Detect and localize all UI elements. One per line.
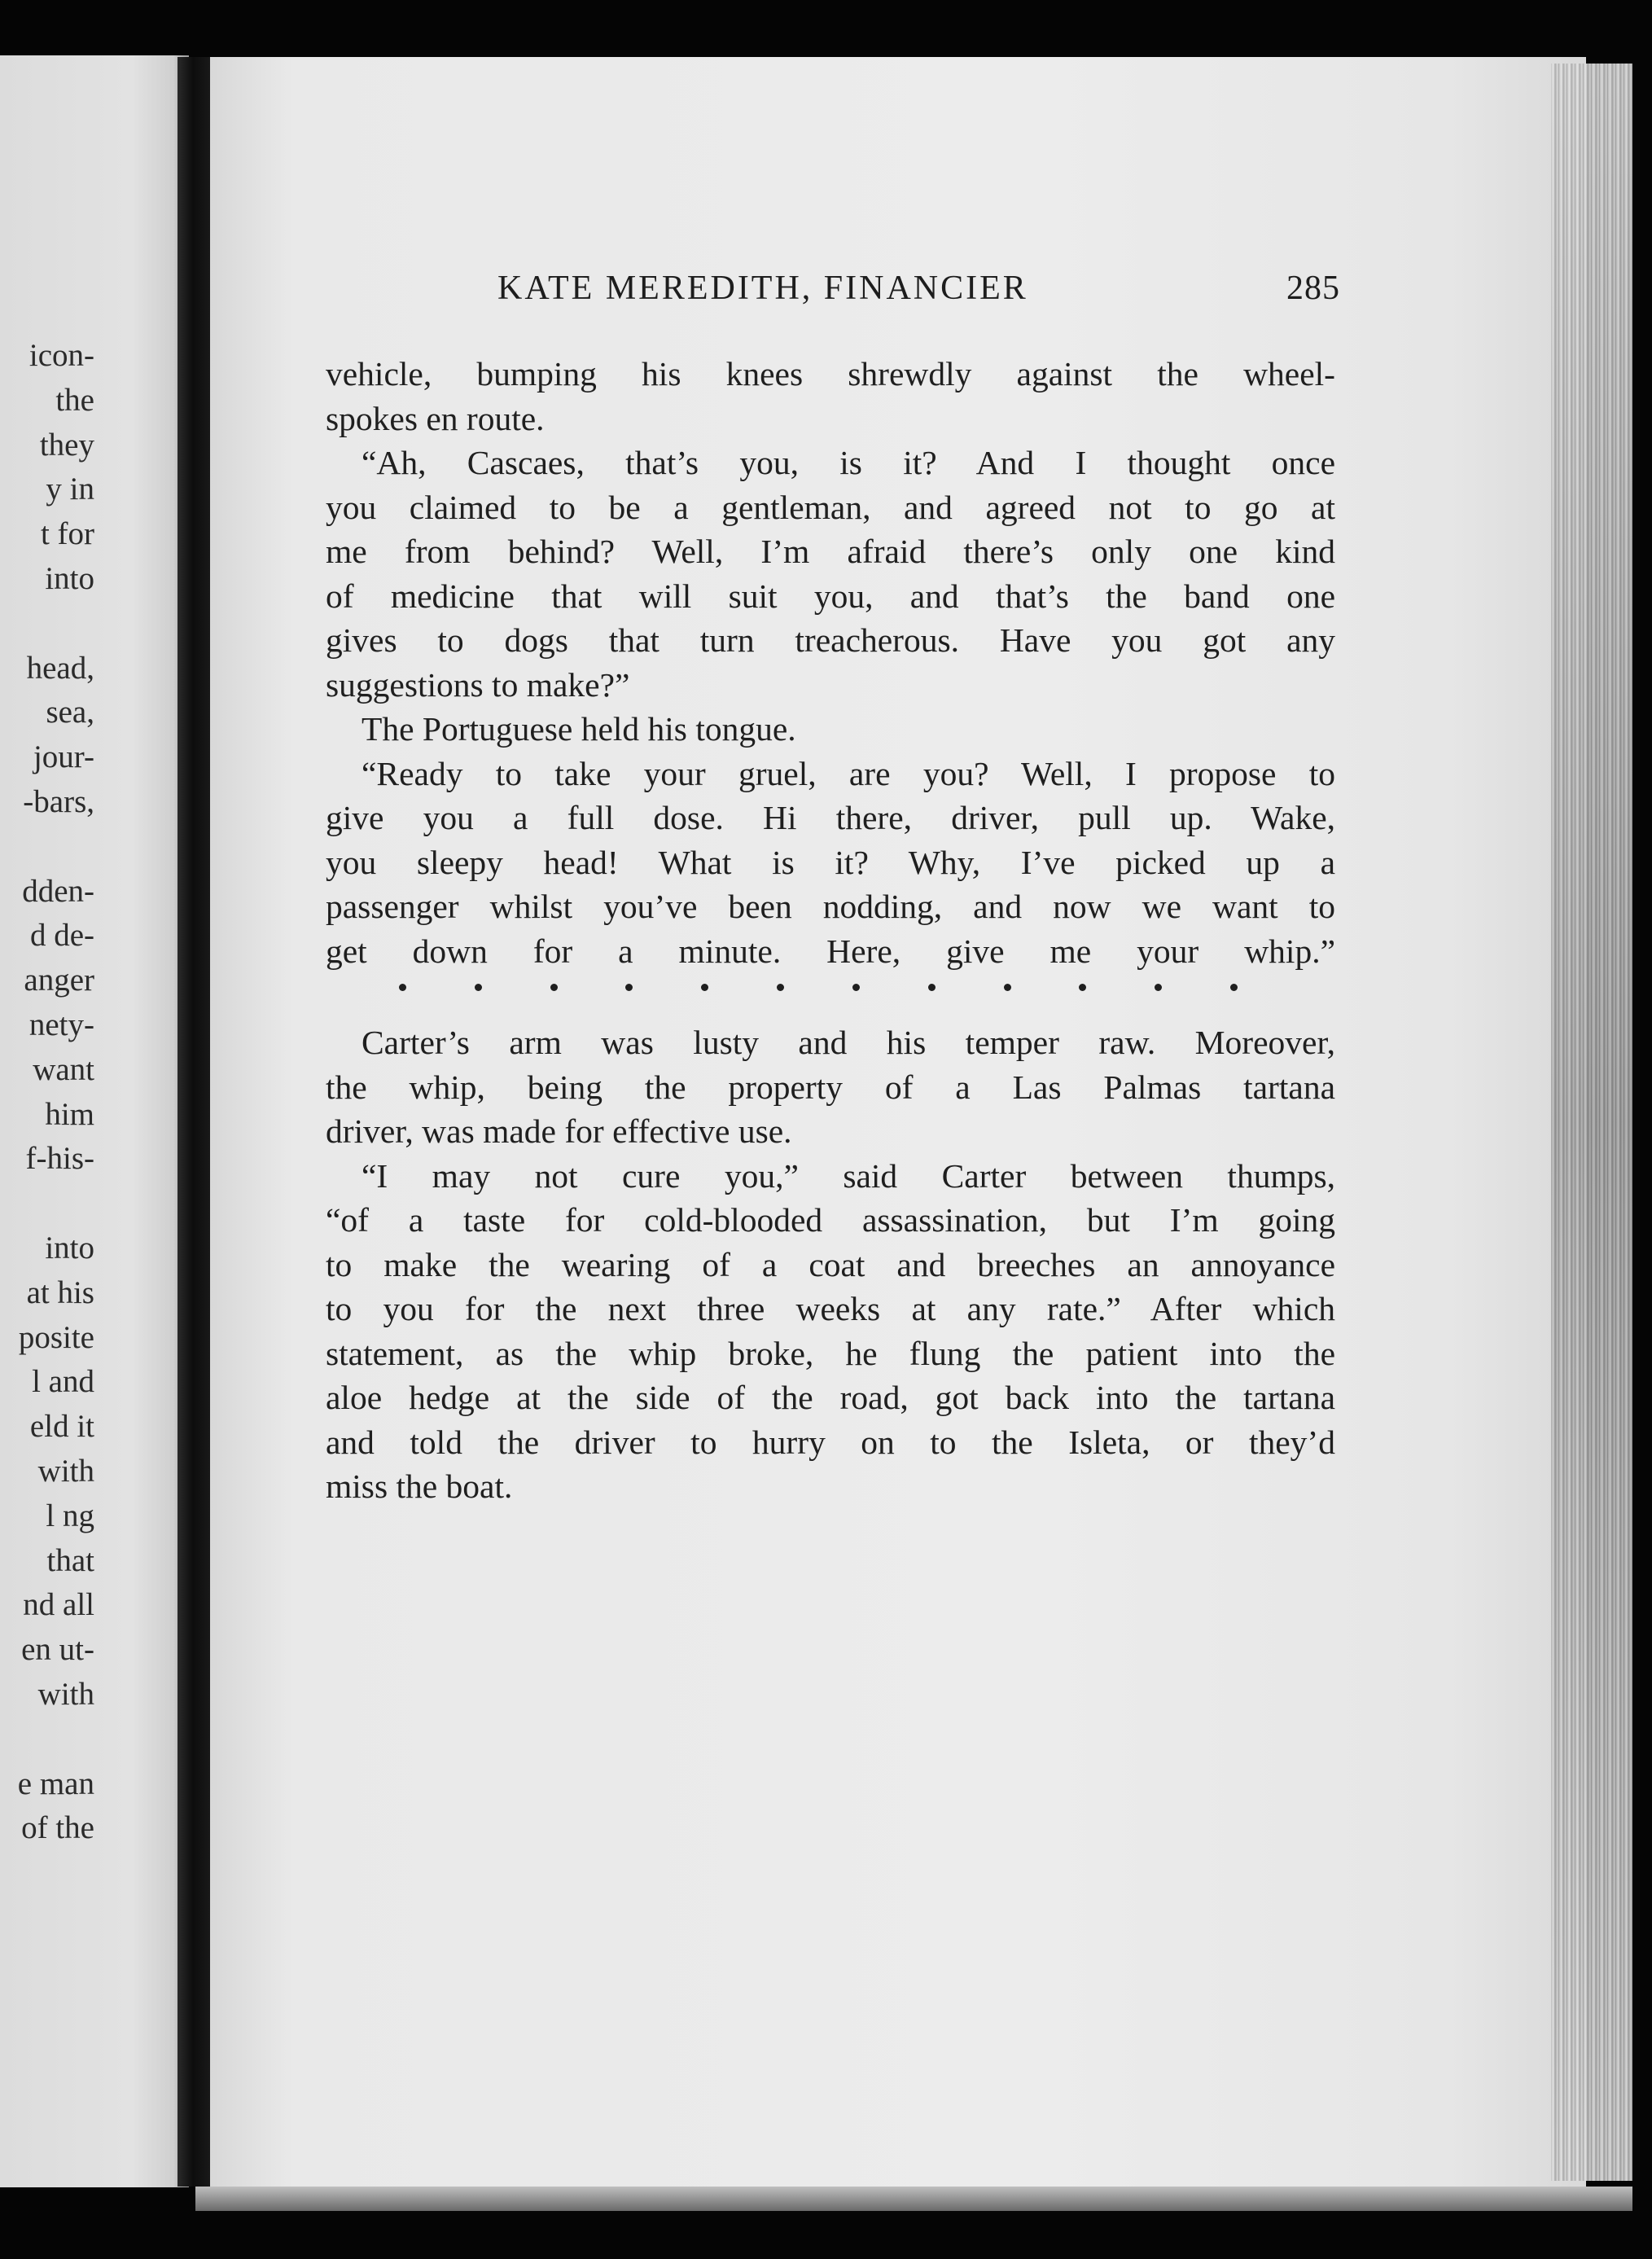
left-page-line: the: [55, 382, 94, 418]
left-page-line: into: [45, 1230, 94, 1265]
left-page-line: nety-: [28, 1007, 94, 1042]
left-page-line: at his: [26, 1274, 94, 1310]
left-page-line: anger: [24, 963, 94, 998]
left-page-line: head,: [26, 650, 94, 686]
section-break-dot: [625, 984, 633, 991]
page-edges: [1551, 64, 1632, 2181]
left-page-line: f-his-: [25, 1141, 94, 1177]
section-break-dot: [1155, 984, 1162, 991]
running-header: [497, 269, 1340, 309]
text-line: gives to dogs that turn treacherous. Have you got any: [326, 621, 1335, 659]
text-line: spokes en route.: [326, 399, 545, 437]
text-line: to make the wearing of a coat and breeches an annoyance: [326, 1245, 1335, 1283]
text-line: statement, as the whip broke, he flung the patient into the: [326, 1334, 1335, 1372]
text-line: the whip, being the property of a Las Palmas tartana: [326, 1068, 1335, 1106]
left-page-line: with: [37, 1454, 94, 1489]
left-page-line: t for: [40, 516, 94, 552]
section-break-dot: [550, 984, 558, 991]
text-line: get down for a minute. Here, give me your whip.”: [326, 932, 1335, 970]
left-page-line: eld it: [29, 1409, 94, 1445]
text-line: The Portuguese held his tongue.: [362, 710, 796, 748]
text-line: of medicine that will suit you, and that’s the band one: [326, 577, 1335, 615]
left-page-line: l ng: [46, 1498, 94, 1533]
section-break-dot: [701, 984, 708, 991]
left-page-line: jour-: [33, 739, 94, 775]
left-page-line: d de-: [29, 918, 94, 954]
section-break: [399, 984, 1238, 991]
section-break-dot: [399, 984, 406, 991]
text-line: me from behind? Well, I’m afraid there’s only one kind: [326, 533, 1335, 570]
section-break-dot: [1230, 984, 1238, 991]
text-line: driver, was made for effective use.: [326, 1112, 792, 1150]
section-break-dot: [928, 984, 936, 991]
text-line: you claimed to be a gentleman, and agreed not to go at: [326, 488, 1335, 526]
text-line: passenger whilst you’ve been nodding, and now we want to: [326, 888, 1335, 925]
book-gutter: [177, 57, 212, 2187]
left-page: [0, 55, 189, 2187]
left-page-line: nd all: [23, 1587, 94, 1623]
left-page-line: want: [33, 1051, 94, 1087]
left-page-line: l and: [32, 1364, 94, 1400]
text-line: “Ah, Cascaes, that’s you, is it? And I thought once: [362, 444, 1335, 481]
section-break-dot: [777, 984, 784, 991]
left-page-line: e man: [17, 1766, 94, 1801]
left-page-line: that: [46, 1542, 94, 1578]
left-page-line: of the: [21, 1810, 94, 1846]
text-line: and told the driver to hurry on to the Isleta, or they’d: [326, 1423, 1335, 1461]
left-page-line: icon-: [28, 338, 94, 373]
left-page-line: posite: [18, 1319, 94, 1355]
text-line: to you for the next three weeks at any rate.” After which: [326, 1290, 1335, 1327]
left-page-line: y in: [46, 472, 94, 507]
page-number: 285: [1286, 270, 1340, 307]
left-page-line: with: [37, 1677, 94, 1712]
text-line: you sleepy head! What is it? Why, I’ve picked up a: [326, 843, 1335, 881]
section-break-dot: [852, 984, 860, 991]
section-break-dot: [1004, 984, 1011, 991]
left-page-line: -bars,: [23, 784, 94, 819]
text-line: aloe hedge at the side of the road, got back into the tartana: [326, 1379, 1335, 1416]
text-line: suggestions to make?”: [326, 665, 630, 704]
left-page-line: en ut-: [21, 1632, 94, 1668]
text-line: miss the boat.: [326, 1467, 513, 1505]
text-line: “of a taste for cold-blooded assassination, but I’m going: [326, 1201, 1335, 1239]
text-line: “I may not cure you,” said Carter between thumps,: [362, 1156, 1335, 1195]
left-page-line: into: [45, 561, 94, 596]
text-line: give you a full dose. Hi there, driver, pull up. Wake,: [326, 799, 1335, 836]
text-line: “Ready to take your gruel, are you? Well, I propose to: [362, 754, 1335, 792]
left-page-line: him: [45, 1096, 94, 1132]
body-text: [326, 352, 1335, 1509]
left-page-line: dden-: [22, 873, 94, 909]
running-title: KATE MEREDITH, FINANCIER: [497, 270, 1028, 307]
text-line: Carter’s arm was lusty and his temper raw. Moreover,: [362, 1024, 1335, 1061]
bottom-page-edge: [195, 2187, 1632, 2211]
section-break-dot: [1079, 984, 1086, 991]
left-page-line: they: [39, 427, 94, 463]
section-break-dot: [475, 984, 482, 991]
left-page-line: sea,: [46, 695, 94, 730]
text-line: vehicle, bumping his knees shrewdly against the wheel-: [326, 355, 1335, 393]
